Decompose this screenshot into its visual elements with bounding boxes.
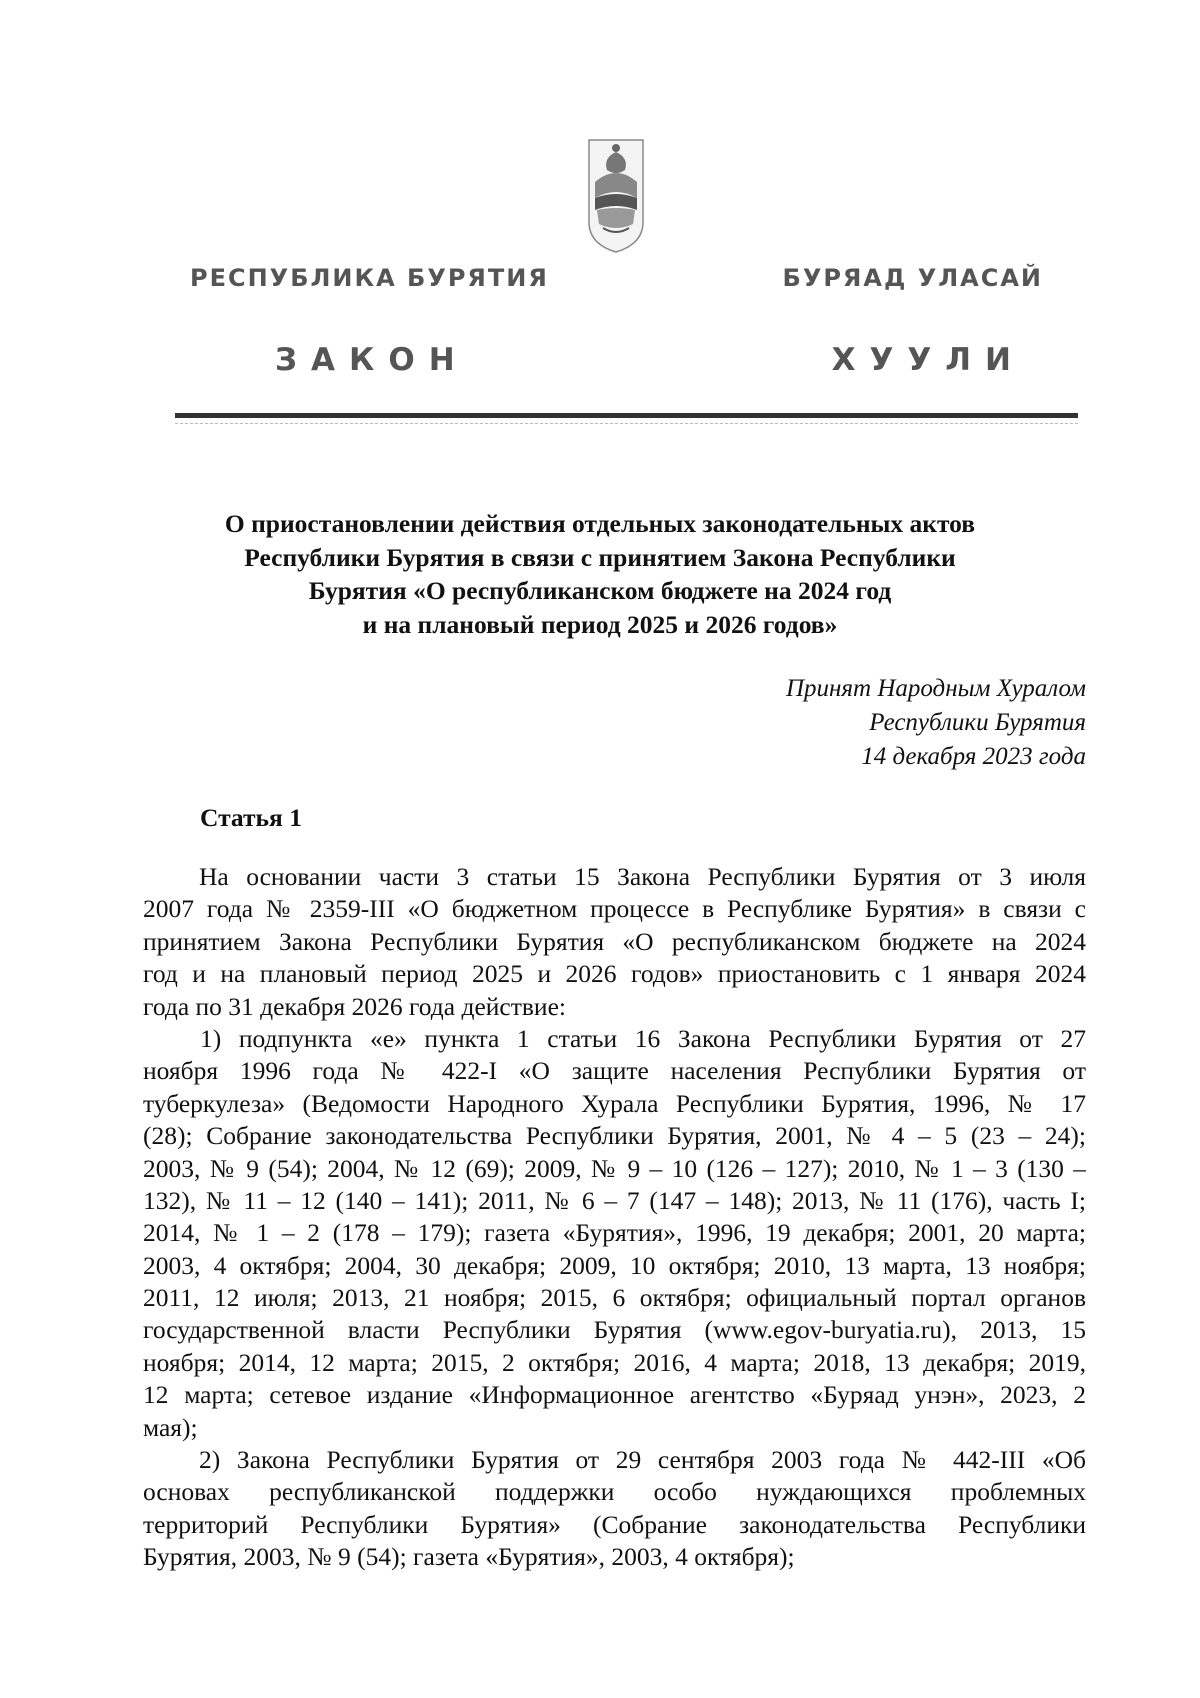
law-label-russian: ЗАКОН — [275, 342, 469, 378]
body-line: Бурятия, 2003, № 9 (54); газета «Бурятия», 2003, 4 октября); — [143, 1542, 795, 1572]
body-line: (28); Собрание законодательства Республики Бурятия, 2001, № 4 – 5 (23 – 24); — [143, 1121, 1086, 1151]
law-title — [150, 507, 1050, 641]
adoption-note — [786, 672, 1086, 774]
body-line: государственной власти Республики Бурятия (www.egov-buryatia.ru), 2013, 15 — [143, 1315, 1086, 1345]
republic-name-buryat: БУРЯАД УЛАСАЙ — [782, 264, 1043, 292]
adoption-note-line: 14 декабря 2023 года — [861, 743, 1086, 770]
body-line: 132), № 11 – 12 (140 – 141); 2011, № 6 – 7 (147 – 148); 2013, № 11 (176), часть I; — [143, 1185, 1086, 1215]
body-line: 2014, № 1 – 2 (178 – 179); газета «Бурятия», 1996, 19 декабря; 2001, 20 марта; — [143, 1218, 1086, 1248]
article-body — [143, 861, 1086, 1574]
republic-name-russian: РЕСПУБЛИКА БУРЯТИЯ — [190, 264, 549, 292]
coat-of-arms-icon — [585, 136, 647, 256]
header-divider-thin — [175, 423, 1078, 424]
body-line: 1) подпункта «е» пункта 1 статьи 16 Закона Республики Бурятия от 27 — [200, 1023, 1086, 1053]
body-line: мая); — [143, 1412, 198, 1442]
body-line: На основании части 3 статьи 15 Закона Республики Бурятия от 3 июля — [199, 862, 1086, 891]
body-line: принятием Закона Республики Бурятия «О республиканском бюджете на 2024 — [143, 926, 1086, 956]
body-line: туберкулеза» (Ведомости Народного Хурала Республики Бурятия, 1996, № 17 — [143, 1088, 1086, 1118]
body-line: 12 марта; сетевое издание «Информационное агентство «Буряад унэн», 2023, 2 — [143, 1380, 1086, 1410]
adoption-note-line: Республики Бурятия — [869, 709, 1086, 736]
adoption-note-line: Принят Народным Хуралом — [785, 675, 1086, 702]
body-line: 2003, № 9 (54); 2004, № 12 (69); 2009, № 9 – 10 (126 – 127); 2010, № 1 – 3 (130 – — [143, 1153, 1086, 1183]
header-divider — [175, 413, 1078, 418]
law-title-line: и на плановый период 2025 и 2026 годов» — [362, 609, 838, 639]
body-line: года по 31 декабря 2026 года действие: — [143, 991, 566, 1021]
body-line: территорий Республики Бурятия» (Собрание законодательства Республики — [143, 1509, 1086, 1539]
body-line: 2007 года № 2359-III «О бюджетном процессе в Республике Бурятия» в связи с — [143, 894, 1086, 924]
law-label-buryat: ХУУЛИ — [831, 342, 1025, 378]
law-title-line: Бурятия «О республиканском бюджете на 2024 год — [308, 576, 892, 605]
body-line: ноября; 2014, 12 марта; 2015, 2 октября; 2016, 4 марта; 2018, 13 декабря; 2019, — [143, 1347, 1086, 1377]
body-line: 2003, 4 октября; 2004, 30 декабря; 2009, 10 октября; 2010, 13 марта, 13 ноября; — [143, 1250, 1086, 1280]
article-heading: Статья 1 — [200, 803, 302, 832]
law-title-line: Республики Бурятия в связи с принятием Закона Республики — [244, 542, 956, 572]
body-line: основах республиканской поддержки особо нуждающихся проблемных — [143, 1477, 1086, 1507]
body-line: год и на плановый период 2025 и 2026 годов» приостановить с 1 января 2024 — [143, 959, 1086, 989]
body-line: ноября 1996 года № 422-I «О защите населения Республики Бурятия от — [143, 1056, 1086, 1086]
body-line: 2011, 12 июля; 2013, 21 ноября; 2015, 6 октября; официальный портал органов — [143, 1283, 1086, 1313]
body-line: 2) Закона Республики Бурятия от 29 сентября 2003 года № 442-III «Об — [199, 1445, 1086, 1475]
law-title-line: О приостановлении действия отдельных законодательных актов — [224, 509, 976, 538]
